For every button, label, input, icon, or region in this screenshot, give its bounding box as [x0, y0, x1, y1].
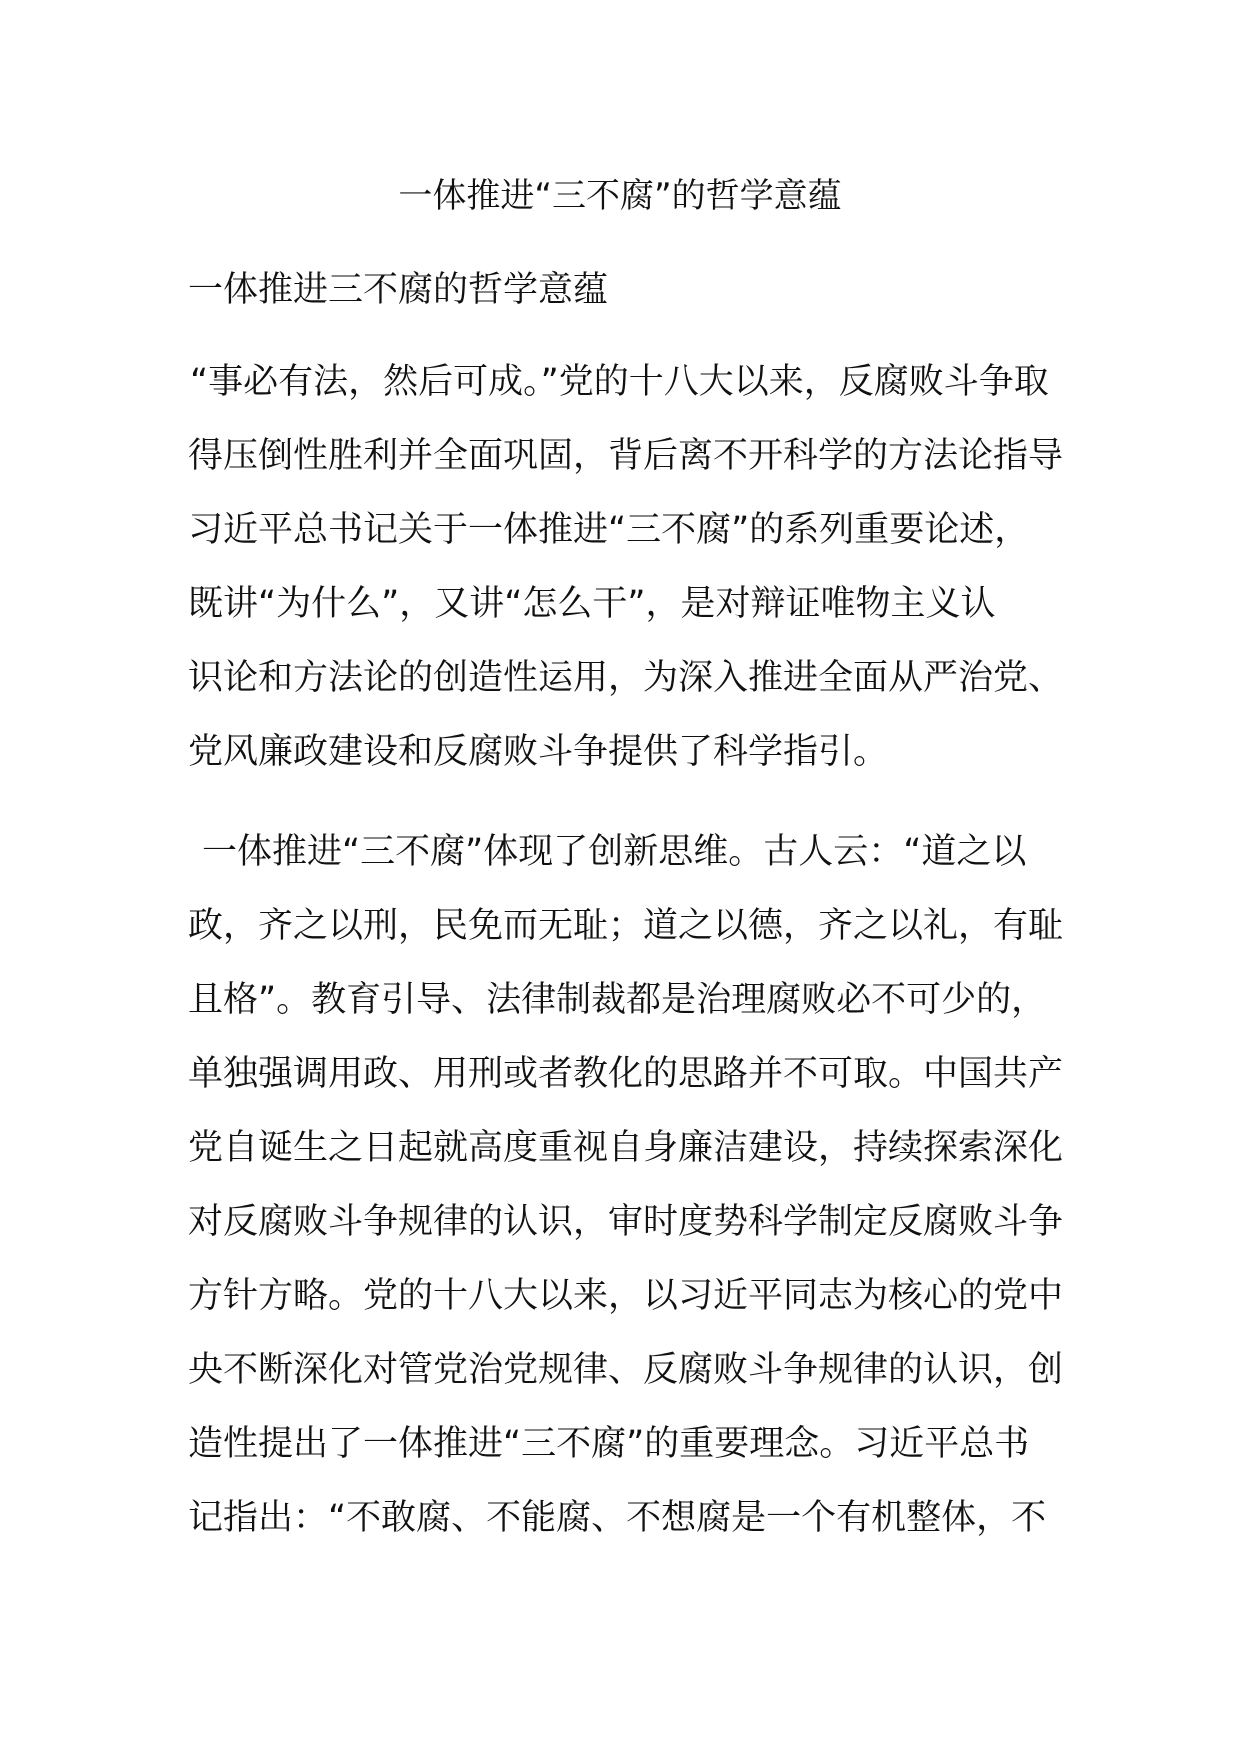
paragraph-1	[188, 358, 1068, 802]
paragraph-line: 造性提出了一体推进“三不腐”的重要理念。习近平总书	[188, 1424, 1030, 1464]
paragraph-line: 识论和方法论的创造性运用，为深入推进全面从严治党、	[188, 658, 1064, 698]
paragraph-line: 一体推进“三不腐”体现了创新思维。古人云：“道之以	[202, 832, 1027, 872]
paragraph-line: 且格”。教育引导、法律制裁都是治理腐败必不可少的，	[188, 980, 1047, 1020]
paragraph-line: “事必有法，然后可成。”党的十八大以来，反腐败斗争取	[190, 362, 1049, 402]
document-subtitle: 一体推进三不腐的哲学意蕴	[188, 270, 609, 310]
paragraph-2	[188, 828, 1068, 1568]
paragraph-line: 对反腐败斗争规律的认识，审时度势科学制定反腐败斗争	[188, 1202, 1064, 1242]
paragraph-line: 单独强调用政、用刑或者教化的思路并不可取。中国共产	[188, 1054, 1064, 1094]
paragraph-line: 央不断深化对管党治党规律、反腐败斗争规律的认识，创	[188, 1350, 1064, 1390]
paragraph-line: 既讲“为什么”，又讲“怎么干”，是对辩证唯物主义认	[188, 584, 996, 624]
paragraph-line: 得压倒性胜利并全面巩固，背后离不开科学的方法论指导	[188, 436, 1064, 476]
paragraph-line: 方针方略。党的十八大以来，以习近平同志为核心的党中	[188, 1276, 1064, 1316]
paragraph-line: 习近平总书记关于一体推进“三不腐”的系列重要论述，	[188, 510, 1030, 550]
document-title: 一体推进“三不腐”的哲学意蕴	[398, 176, 842, 216]
paragraph-line: 党自诞生之日起就高度重视自身廉洁建设，持续探索深化	[188, 1128, 1064, 1168]
paragraph-line: 记指出：“不敢腐、不能腐、不想腐是一个有机整体，不	[188, 1498, 1047, 1538]
paragraph-line: 党风廉政建设和反腐败斗争提供了科学指引。	[188, 732, 889, 772]
paragraph-line: 政，齐之以刑，民免而无耻；道之以德，齐之以礼，有耻	[188, 906, 1064, 946]
